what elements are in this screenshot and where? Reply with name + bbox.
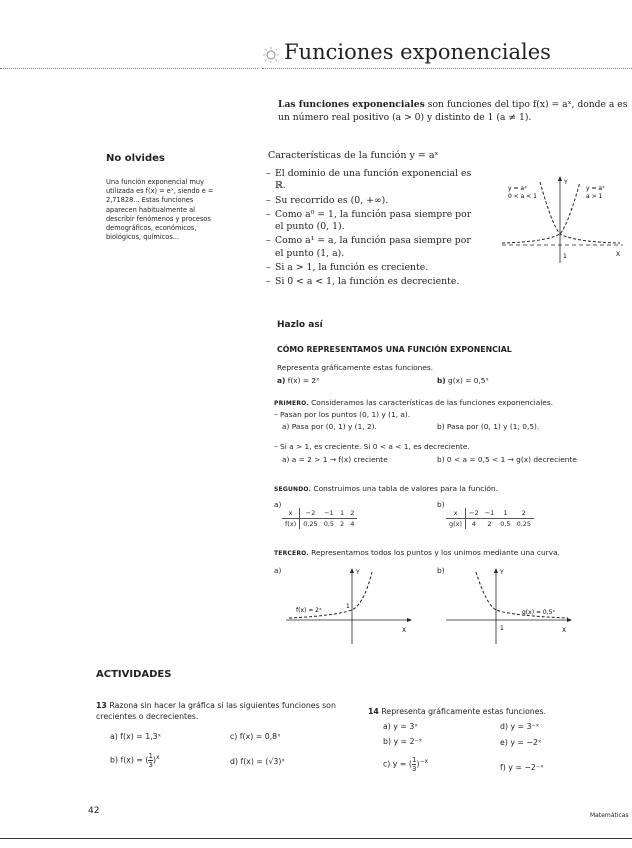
table-cell: 0,25 [516, 520, 532, 528]
page-number: 42 [88, 806, 100, 816]
table-cell: 2 [347, 508, 357, 519]
fraction-den: 3 [411, 765, 417, 774]
curve-label: f(x) = 2ˣ [296, 607, 322, 614]
decorative-sun-icon [262, 46, 280, 64]
exercise-14-b: b) y = 2⁻ˣ [383, 737, 423, 746]
exercise-14-d: d) y = 3⁻ˣ [500, 722, 540, 731]
table-cell: 2 [340, 520, 345, 528]
unit-label: 1 [500, 625, 504, 632]
x-axis-label: X [402, 627, 407, 634]
table-header-x: x [282, 508, 300, 519]
characteristics-list [266, 168, 480, 291]
exercise-14-c: c) y = ( $\frac{1}{3}$ )$^{-x}$ [383, 756, 429, 774]
table-row [446, 508, 534, 519]
table-cell: 0,5 [500, 520, 511, 528]
exercise-13-a: a) f(x) = 1,3ˣ [110, 732, 162, 741]
characteristic-item: – El dominio de una función exponencial es ℝ. [266, 168, 480, 193]
table-header-gx: g(x) [446, 519, 466, 530]
exercise-13-text: Razona sin hacer la gráfica si las siguientes funciones son crecientes o decrecientes. [96, 701, 336, 721]
pasa-b-text: b) Pasa por (0, 1) y (1; 0,5). [437, 422, 540, 431]
function-b-label: b) [437, 376, 446, 385]
exercise-13 [96, 700, 346, 722]
header-rule-left [0, 68, 258, 69]
actividades-title: ACTIVIDADES [96, 669, 172, 680]
no-olvides-text: Una función exponencial muy utilizada es f(x) = eˣ, siendo e = 2,71828... Estas funciones aparecen habitualmente al describir fenómenos y procesos demográficos, económicos, biológicos, químicos... [106, 178, 214, 242]
left-curve-condition: 0 < a < 1 [508, 193, 537, 200]
characteristic-item: – Como a¹ = a, la función pasa siempre por el punto (1, a). [266, 235, 480, 260]
hazlo-asi-title: Hazlo así [277, 320, 323, 330]
exercise-13-number: 13 [96, 701, 107, 710]
step-segundo [274, 484, 498, 495]
value-table-a [282, 508, 357, 529]
fraction [148, 752, 152, 769]
no-olvides-title: No olvides [106, 153, 165, 164]
exercise-14-text: Representa gráficamente estas funciones. [381, 707, 547, 716]
intro-text: son funciones del tipo f(x) = aˣ, donde a es un número real positivo (a > 0) y distinto de 1 (a ≠ 1). [278, 99, 628, 123]
function-b [437, 376, 489, 386]
function-a-label: a) [277, 376, 286, 385]
right-curve-label: y = aˣ [586, 185, 605, 192]
intro-paragraph [278, 98, 628, 124]
value-table-b [446, 508, 534, 529]
fraction-num: 1 [411, 756, 417, 765]
unit-label: 1 [563, 253, 567, 260]
exercise-13-c: c) f(x) = 0,8ˣ [230, 732, 281, 741]
table-a-label: a) [274, 500, 282, 509]
crece-text: – Si a > 1, es creciente. Si 0 < a < 1, es decreciente. [274, 442, 470, 451]
plot-a-label: a) [274, 566, 282, 575]
unit-label: 1 [346, 603, 350, 610]
x-axis-arrow [407, 618, 412, 622]
exercise-14-c-prefix: c) y = [383, 759, 407, 769]
step-primero-text: Consideramos las características de las funciones exponenciales. [308, 398, 554, 407]
characteristic-item: – Si a > 1, la función es creciente. [266, 262, 480, 274]
y-axis-arrow [350, 568, 354, 573]
fraction [412, 756, 416, 773]
header-rule-right [262, 68, 632, 69]
exercise-14-number: 14 [368, 707, 379, 716]
exercise-13-b: b) f(x) = ( $\frac{1}{3}$ )$^x$ [110, 752, 160, 770]
x-axis-arrow [567, 618, 572, 622]
como-representamos-subtitle: CÓMO REPRESENTAMOS UNA FUNCIÓN EXPONENCIAL [277, 345, 512, 354]
exercise-14-a: a) y = 3ˣ [383, 722, 418, 731]
table-cell: −2 [300, 508, 321, 519]
function-b-expr: g(x) = 0,5ˣ [448, 376, 489, 385]
exercise-13-d-value: (√3)ˣ [265, 757, 285, 766]
step-segundo-label: SEGUNDO. [274, 486, 312, 493]
y-axis-label: Y [564, 179, 568, 186]
table-cell: −1 [482, 508, 498, 519]
crece-b-text: b) 0 < a = 0,5 < 1 → g(x) decreciente [437, 455, 577, 464]
exercise-14 [368, 706, 618, 717]
exponent: x [155, 754, 160, 761]
table-cell: 2 [487, 520, 492, 528]
step-primero-label: PRIMERO. [274, 400, 309, 407]
table-row [282, 519, 357, 530]
plot-b-label: b) [437, 566, 445, 575]
x-axis-label: X [616, 251, 621, 258]
exercise-14-e: e) y = −2ˣ [500, 738, 542, 747]
y-axis-arrow [494, 568, 498, 573]
step-tercero-text: Representamos todos los puntos y los unimos mediante una curva. [308, 548, 560, 557]
exercise-13-d [230, 756, 285, 767]
right-curve-condition: a > 1 [586, 193, 603, 200]
plot-b [444, 566, 574, 646]
function-a [277, 376, 319, 386]
table-cell: 1 [497, 508, 513, 519]
exercise-13-d-prefix: d) f(x) = [230, 757, 263, 766]
intro-bold: Las funciones exponenciales [278, 99, 425, 110]
plot-a [284, 566, 414, 646]
table-cell: 1 [337, 508, 347, 519]
characteristics-title: Características de la función y = aˣ [268, 150, 439, 161]
exercise-14-f: f) y = −2⁻ˣ [500, 763, 544, 772]
table-cell: 0,5 [323, 520, 335, 528]
step-tercero-label: TERCERO. [274, 550, 309, 557]
decreasing-curve [540, 182, 620, 243]
function-a-expr: f(x) = 2ˣ [287, 376, 320, 385]
table-b-label: b) [437, 500, 445, 509]
y-axis-label: Y [500, 569, 504, 576]
table-cell: 4 [350, 520, 355, 528]
footer-right-text: Matemáticas [590, 812, 629, 819]
table-header-fx: f(x) [282, 519, 300, 530]
step-segundo-text: Construimos una tabla de valores para la función. [311, 484, 498, 493]
characteristic-item: – Como a⁰ = 1, la función pasa siempre por el punto (0, 1). [266, 209, 480, 234]
fraction-num: 1 [148, 752, 153, 761]
prompt-text: Representa gráficamente estas funciones. [277, 363, 434, 372]
pasan-text: – Pasan por los puntos (0, 1) y (1, a). [274, 410, 411, 419]
table-row [282, 508, 357, 519]
step-tercero [274, 548, 560, 559]
table-cell: 4 [471, 520, 476, 528]
fraction-den: 3 [148, 761, 153, 770]
table-cell: −2 [466, 508, 482, 519]
x-axis-label: X [562, 627, 567, 634]
y-axis-label: Y [356, 569, 360, 576]
table-cell: 2 [514, 508, 534, 519]
general-exponential-graph [500, 170, 625, 265]
pasa-a-text: a) Pasa por (0, 1) y (1, 2). [282, 422, 377, 431]
exponent: −x [419, 758, 429, 765]
left-curve-label: y = aˣ [508, 185, 527, 192]
characteristic-item: – Si 0 < a < 1, la función es decreciente. [266, 276, 480, 288]
characteristic-item: – Su recorrido es (0, +∞). [266, 195, 480, 207]
curve-label: g(x) = 0,5ˣ [522, 609, 556, 616]
table-header-x: x [446, 508, 466, 519]
exercise-13-b-prefix: b) f(x) = [110, 755, 143, 765]
crece-a-text: a) a = 2 > 1 → f(x) creciente [282, 455, 388, 464]
table-cell: 0,25 [303, 520, 318, 528]
table-row [446, 519, 534, 530]
y-axis-arrow [558, 176, 562, 181]
step-primero [274, 398, 553, 409]
table-cell: −1 [321, 508, 337, 519]
bottom-rule [0, 838, 632, 839]
page-title: Funciones exponenciales [284, 40, 551, 64]
